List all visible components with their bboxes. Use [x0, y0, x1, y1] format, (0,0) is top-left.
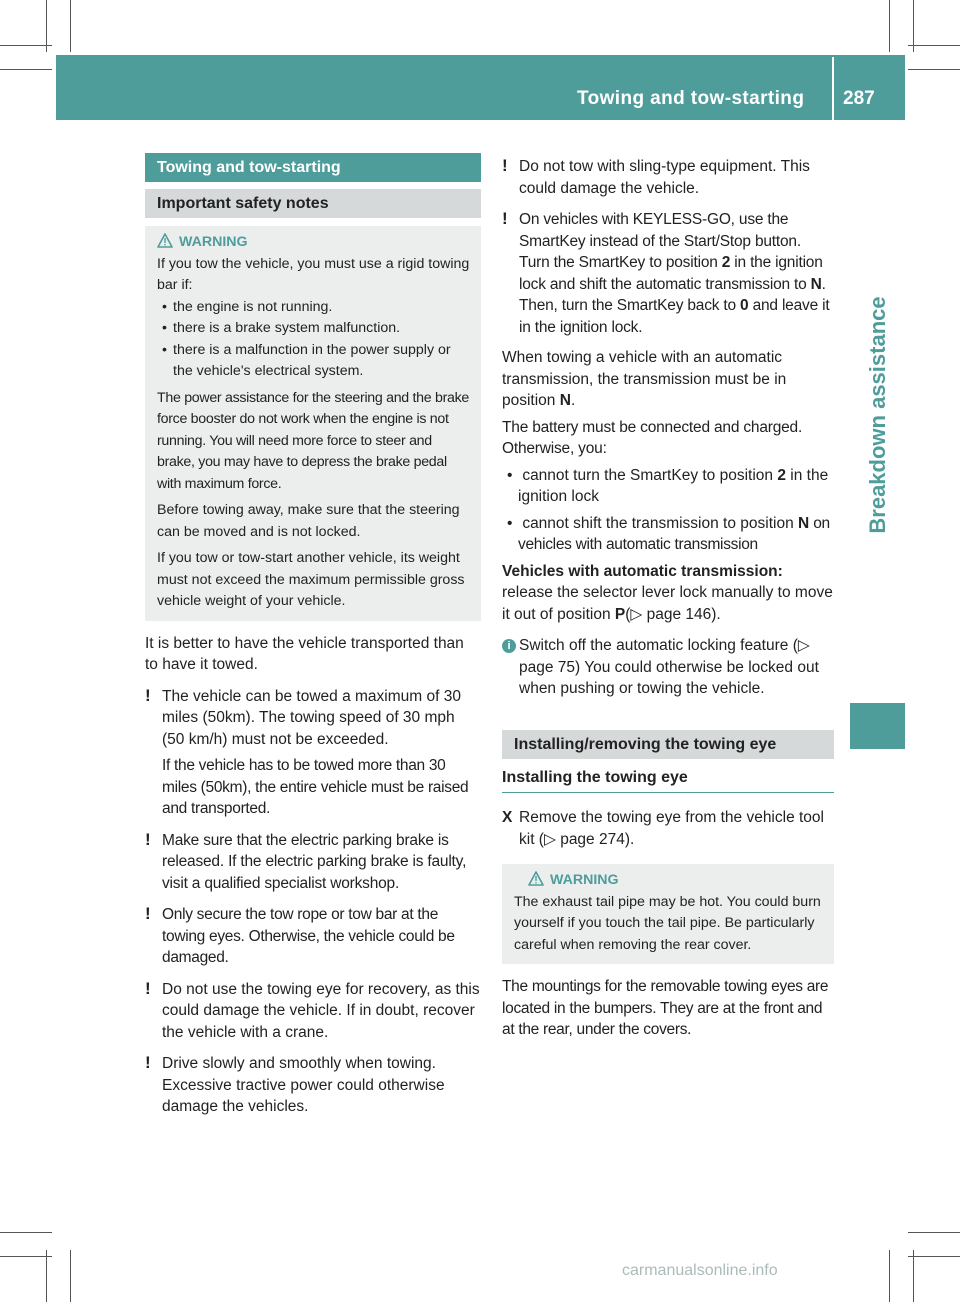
warning-paragraph: The power assistance for the steering and the brake force booster do not work when the engine is not running. You will need more force to steer and brake, you may have to depress the brake pedal with maximum force. — [157, 389, 469, 492]
note-text: in the ignition lock and shift the automatic transmission to — [519, 254, 823, 293]
page-number: 287 — [843, 88, 875, 109]
list-item — [502, 513, 834, 556]
caution-marker-icon: ! — [502, 209, 508, 228]
crop-mark — [908, 45, 960, 46]
position-value: N — [559, 392, 571, 409]
body-text: cannot turn the SmartKey to position — [522, 466, 778, 484]
caution-marker-icon: ! — [145, 1053, 151, 1072]
note-subtext: If the vehicle has to be towed more than 30 miles (50km), the entire vehicle must be raised and transported. — [162, 757, 469, 817]
body-text: on vehicles with automatic transmission — [518, 514, 830, 553]
caution-marker-icon: ! — [502, 156, 508, 175]
caution-marker-icon: ! — [145, 904, 151, 923]
list-item: • there is a malfunction in the power supply or the vehicle's electrical system. — [157, 340, 471, 383]
caution-marker-icon: ! — [145, 829, 151, 849]
crop-mark — [908, 1256, 960, 1257]
position-value: 2 — [721, 254, 731, 271]
left-column — [145, 153, 481, 1118]
crop-mark — [0, 1256, 52, 1257]
caution-note — [145, 903, 481, 969]
note-text: Only secure the tow rope or tow bar at the towing eyes. Otherwise, the vehicle could be damaged. — [162, 906, 455, 966]
subsection-title: Installing the towing eye — [502, 767, 834, 794]
warning-triangle-icon — [157, 233, 173, 248]
right-column — [502, 153, 834, 1041]
instruction-step — [502, 807, 834, 850]
body-text: When towing a vehicle with an automatic transmission, the transmission must be in position — [502, 349, 787, 409]
warning-intro: If you tow the vehicle, you must use a rigid towing bar if: — [157, 255, 470, 293]
body-paragraph: The battery must be connected and charged. Otherwise, you: — [502, 418, 803, 457]
warning-box — [145, 226, 481, 621]
warning-box — [502, 864, 834, 964]
crop-mark — [70, 1250, 71, 1302]
info-icon: i — [502, 639, 516, 653]
list-item: • the engine is not running. — [157, 297, 471, 319]
note-text: The vehicle can be towed a maximum of 30 miles (50km). The towing speed of 30 mph (50 km/h) must not be exceeded. — [162, 687, 461, 748]
page-reference[interactable]: (▷ page 146). — [625, 605, 721, 623]
warning-paragraph: If you tow or tow-start another vehicle, its weight must not exceed the maximum permissible gross vehicle weight of your vehicle. — [157, 550, 465, 609]
list-item — [502, 465, 834, 508]
position-value: 0 — [740, 297, 749, 314]
spacer — [502, 700, 834, 730]
crop-mark — [0, 69, 52, 70]
crop-mark — [913, 0, 914, 52]
warning-paragraph: Before towing away, make sure that the steering can be moved and is not locked. — [157, 502, 460, 540]
note-text: Make sure that the electric parking brake is released. If the electric parking brake is faulty, visit a qualified specialist workshop. — [162, 831, 467, 892]
info-note — [502, 634, 834, 700]
section-title: Installing/removing the towing eye — [502, 730, 834, 759]
crop-mark — [908, 69, 960, 70]
warning-heading — [514, 870, 824, 892]
caution-note — [502, 208, 834, 338]
body-paragraph — [502, 561, 834, 626]
note-text: Switch off the automatic locking feature (▷ page 75) You could otherwise be locked out when pushing or towing the vehicle. — [519, 637, 819, 697]
note-text: . Then, turn the SmartKey back to — [519, 275, 826, 314]
crop-mark — [889, 1250, 890, 1302]
subsection-title: Important safety notes — [145, 189, 481, 218]
caution-note — [145, 685, 481, 820]
crop-mark — [46, 1250, 47, 1302]
crop-mark — [908, 1232, 960, 1233]
list-item: • there is a brake system malfunction. — [157, 318, 471, 340]
section-title: Towing and tow-starting — [145, 153, 481, 182]
warning-triangle-icon — [528, 871, 544, 886]
body-paragraph: The mountings for the removable towing eyes are located in the bumpers. They are at the front and at the rear, under the covers. — [502, 978, 829, 1038]
position-value: 2 — [777, 466, 786, 484]
note-text: On vehicles with KEYLESS-GO, use the SmartKey instead of the Start/Stop button. Turn the SmartKey to position — [519, 211, 801, 271]
note-text: and leave it in the ignition lock. — [519, 297, 830, 336]
crop-mark — [889, 0, 890, 52]
caution-marker-icon: ! — [145, 978, 151, 998]
step-text: Remove the towing eye from the vehicle tool kit (▷ page 274). — [519, 809, 824, 848]
side-tab-marker — [850, 703, 905, 749]
step-marker-icon: X — [502, 809, 513, 826]
note-text: Drive slowly and smoothly when towing. Excessive tractive power could otherwise damage the vehicles. — [162, 1055, 445, 1115]
caution-note — [145, 978, 481, 1044]
position-value: P — [614, 605, 626, 623]
crop-mark — [70, 0, 71, 52]
crop-mark — [46, 0, 47, 52]
body-text: . — [570, 392, 576, 409]
body-text: in the ignition lock — [518, 466, 829, 505]
bold-lead: Vehicles with automatic transmission: — [502, 562, 783, 580]
caution-note — [145, 1052, 481, 1118]
body-text: release the selector lever lock manually to move it out of position — [502, 584, 833, 623]
position-value: N — [798, 514, 810, 532]
body-paragraph — [502, 347, 834, 412]
warning-label: WARNING — [179, 234, 248, 250]
caution-note — [145, 829, 481, 895]
body-text: cannot shift the transmission to position — [522, 514, 799, 532]
body-paragraph: It is better to have the vehicle transported than to have it towed. — [145, 634, 464, 673]
watermark: carmanualsonline.info — [622, 1262, 778, 1279]
crop-mark — [0, 1232, 52, 1233]
crop-mark — [0, 45, 52, 46]
warning-label: WARNING — [550, 872, 619, 888]
header-title: Towing and tow-starting — [577, 88, 805, 109]
info-marker — [502, 634, 519, 656]
position-value: N — [810, 275, 822, 293]
side-tab-label: Breakdown assistance — [865, 296, 890, 534]
note-text: Do not use the towing eye for recovery, as this could damage the vehicle. If in doubt, recover the vehicle with a crane. — [162, 980, 480, 1041]
caution-marker-icon: ! — [145, 685, 151, 705]
caution-note — [502, 155, 834, 199]
warning-paragraph: The exhaust tail pipe may be hot. You could burn yourself if you touch the tail pipe. Be particularly careful when removing the rear cover. — [514, 893, 821, 953]
warning-heading — [157, 232, 471, 254]
note-text: Do not tow with sling-type equipment. This could damage the vehicle. — [519, 158, 810, 197]
crop-mark — [913, 1250, 914, 1302]
header-separator — [832, 57, 834, 120]
